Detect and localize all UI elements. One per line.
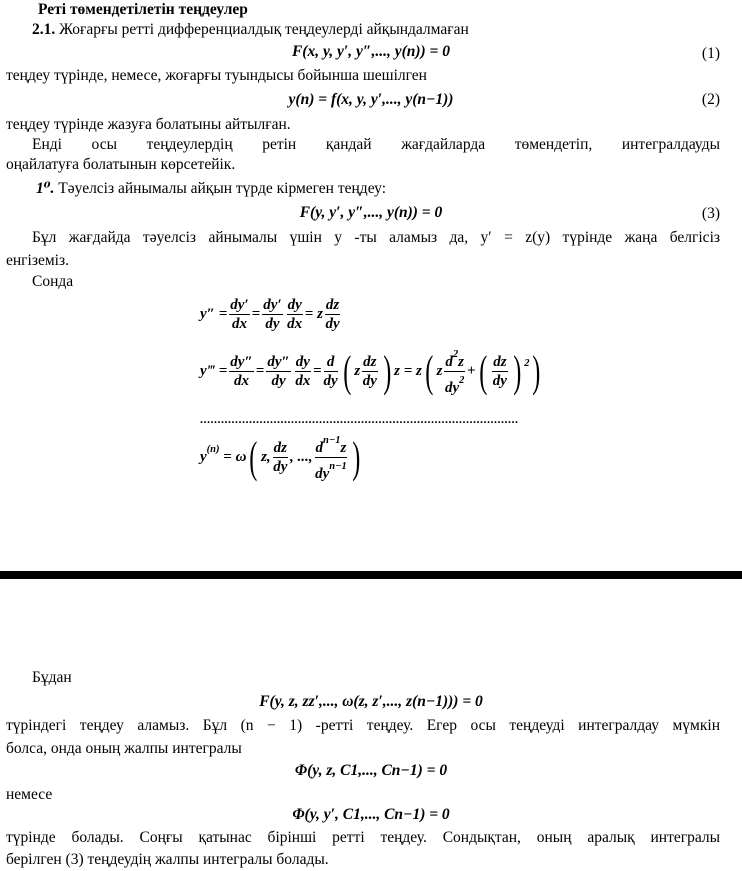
section-intro [6, 20, 724, 40]
case-text: Тәуелсіз айнымалы айқын түрде кірмеген теңдеу: [58, 180, 387, 197]
section-text: Жоғарғы ретті дифференциалдық теңдеулерді айқындалмаған [59, 21, 469, 38]
equation-1 [0, 42, 742, 62]
equation-5 [0, 761, 742, 781]
equation-6-formula: Φ(y, y′, C1,..., Cn−1) = 0 [292, 806, 450, 823]
equation-4-formula: F(y, z, zz′,..., ω(z, z′,..., z(n−1))) = 0 [259, 693, 483, 710]
or-label: немесе [6, 786, 53, 803]
paragraph-now-line2: оңайлатуға болатынын көрсетейік. [6, 156, 236, 173]
equation-2-formula: y(n) = f(x, y, y′,..., y(n−1)) [288, 91, 454, 108]
equation-3 [0, 203, 742, 223]
equation-3-formula: F(y, y′, y″,..., y(n)) = 0 [299, 204, 443, 221]
formula-nth-derivative: $y^{(n)} = \omega$( z, $\frac{dz}{dy}$ , ..., $d^{n-1}z$ $dy^{n-1}$ ) [200, 432, 361, 482]
hence-label: Бұдан [32, 669, 72, 686]
case-number: 1⁰. [36, 180, 55, 197]
section-number: 2.1. [32, 21, 56, 38]
paragraph-get-line1: түріндегі теңдеу аламыз. Бұл (n − 1) -ретті теңдеу. Егер осы теңдеуді интегралдау мүмкін [6, 717, 720, 734]
paragraph-final-line2: берілген (3) теңдеудің жалпы интегралы болады. [6, 851, 329, 868]
paragraph-get-line2: болса, онда оның жалпы интегралы [6, 740, 242, 757]
formula-second-derivative: y″ = $\frac{dy'}{dx}$ = $\frac{dy'}{dy}$ $\frac{dy}{dx}$ = z $\frac{dz}{dy}$ [200, 297, 340, 332]
equation-3-number: (3) [701, 205, 720, 222]
paragraph-written: теңдеу түрінде жазуға болатыны айтылған. [6, 116, 291, 133]
paragraph-or: теңдеу түрінде, немесе, жоғарғы туындысы бойынша шешілген [6, 67, 427, 84]
page-break-bar [0, 571, 742, 579]
paragraph-case-line2: енгіземіз. [6, 252, 69, 269]
equation-1-formula: F(x, y, y′, y″,..., y(n)) = 0 [291, 43, 451, 60]
formula-third-derivative: y‴ = $\frac{dy''}{dx}$ = $\frac{dy''}{dy}$ $\frac{dy}{dx}$ = $\frac{d}{dy}$ ( z $\frac{dz}{dy}$ ) z = z( z $\frac{d^2z}{dy^2}$ +( $\frac{dz}{dy}$ ) $^2$) [200, 346, 541, 396]
equation-1-number: (1) [701, 45, 720, 62]
paragraph-final-line1: түрінде болады. Соңғы қатынас бірінші ретті теңдеу. Сондықтан, оның аралық интегралы [6, 829, 720, 846]
dotted-separator: ........................................................................................... [200, 412, 519, 426]
page-heading: Реті төмендетілетін теңдеулер [38, 1, 248, 18]
case-heading [36, 179, 724, 199]
equation-2 [0, 90, 742, 110]
then-label: Сонда [32, 273, 74, 290]
paragraph-case-line1: Бұл жағдайда тәуелсіз айнымалы үшін y -ты аламыз да, y′ = z(y) түрінде жаңа белгісіз [32, 229, 720, 246]
equation-5-formula: Φ(y, z, C1,..., Cn−1) = 0 [294, 762, 448, 779]
equation-4 [0, 692, 742, 712]
equation-6 [0, 805, 742, 825]
paragraph-now-line1: Енді осы теңдеулердің ретін қандай жағдайларда төмендетіп, интегралдауды [32, 136, 720, 153]
equation-2-number: (2) [701, 91, 720, 108]
